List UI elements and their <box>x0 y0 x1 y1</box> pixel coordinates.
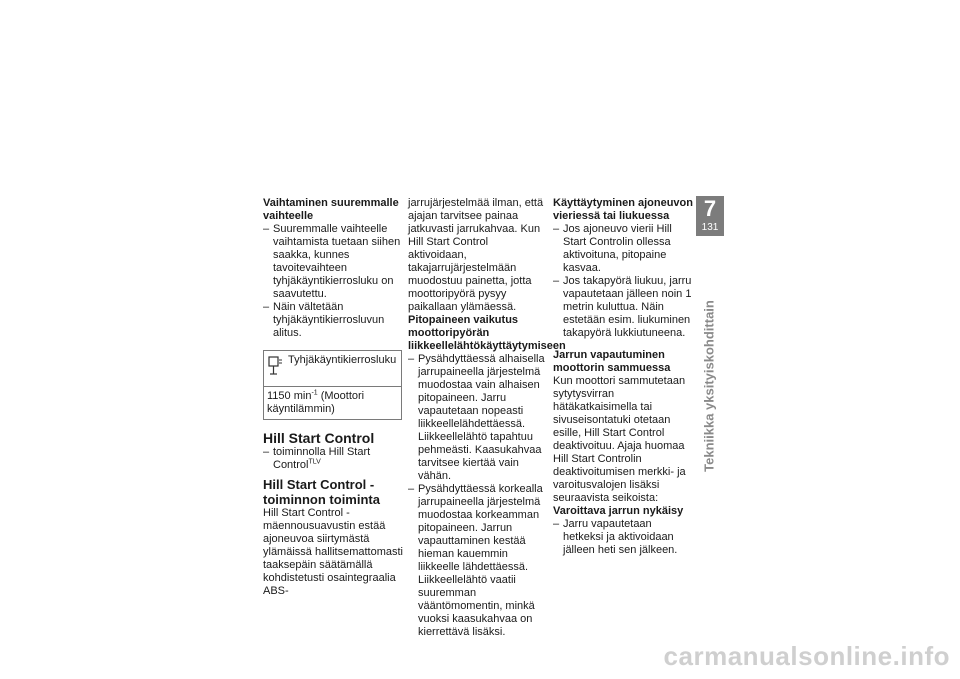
heading-upshift: Vaihtaminen suuremmalle vaihteelle <box>263 197 399 222</box>
column-2 <box>408 197 566 639</box>
list-item-text: toiminnolla Hill Start Control <box>273 446 371 471</box>
list-item: – Jos ajoneuvo vierii Hill Start Controlin ollessa aktivoituna, pitopaine kasvaa. <box>553 223 693 275</box>
spec-label: Tyhjäkäyntikierrosluku <box>288 354 397 366</box>
heading-hill-start-function: Hill Start Control -toiminnon toiminta <box>263 477 380 507</box>
watermark: carmanualsonline.info <box>663 641 950 671</box>
upshift-list <box>263 223 403 340</box>
spec-header <box>264 351 401 387</box>
list-item: – Pysähdyttäessä alhaisella jarrupaineella järjestelmä muodostaa vain alhaisen pitopaineen. Jarru vapautetaan nopeasti liikkeellelähdettäessä. Liikkeellelähtö tapahtuu pehmeästi. Kaasukahvaa tarvitsee kiertää vain vähän. <box>408 353 546 483</box>
list-item <box>263 446 403 472</box>
chapter-marker <box>696 196 724 236</box>
paragraph-hill-start: Hill Start Control -mäennousuavustin estää ajoneuvoa siirtymästä ylämäissä hallitsemattomasti taaksepäin säätämällä kohdistetusti osaintegraalia ABS- <box>263 507 403 597</box>
chapter-side-title: Tekniikka yksityiskohdittain <box>701 300 717 472</box>
holding-pressure-list <box>408 353 546 639</box>
heading-hill-start-control: Hill Start Control <box>263 430 375 446</box>
heading-holding-pressure: Pitopaineen vaikutus moottoripyörän liikkeellelähtökäyttäytymiseen <box>408 314 566 352</box>
spec-value <box>264 387 401 419</box>
paragraph-brake-system: jarrujärjestelmää ilman, että ajajan tarvitsee painaa jatkuvasti jarrukahvaa. Kun Hill Start Control aktivoidaan, takajarrujärjestelmään muodostuu painetta, jotta moottoripyörä pysyy paikallaan ylämäessä. <box>408 197 544 313</box>
list-item: – Pysähdyttäessä korkealla jarrupaineella järjestelmä muodostaa korkeamman pitopaineen. Jarrun vapauttaminen kestää hieman kauemmin liikkeelle lähdettäessä. Liikkeellelähtö vaatii suuremman vääntömomentin, minkä vuoksi kaasukahvaa on kierrettävä lisäksi. <box>408 483 546 639</box>
chapter-number: 7 <box>703 196 717 221</box>
column-3 <box>553 197 693 557</box>
heading-rolling-behaviour: Käyttäytyminen ajoneuvon vieriessä tai liukuessa <box>553 197 693 222</box>
spec-value-prefix: 1150 min <box>267 390 312 402</box>
list-item: – Suuremmalle vaihteelle vaihtamista tuetaan siihen saakka, kunnes tavoitevaihteen tyhjäkäyntikierrosluku on saavutettu. <box>263 223 403 301</box>
hill-start-list <box>263 446 403 472</box>
idle-speed-spec-box <box>263 350 402 420</box>
list-item: – Näin vältetään tyhjäkäyntikierrosluvun alitus. <box>263 301 403 340</box>
engine-speed-icon <box>266 354 284 378</box>
page-number: 131 <box>701 222 719 233</box>
warning-jerk-list <box>553 518 693 557</box>
list-item: – Jos takapyörä liukuu, jarru vapautetaan jälleen noin 1 metrin kuluttua. Näin estetään esim. liukuminen takapyörä lukkiutuneena. <box>553 275 693 340</box>
heading-brake-release: Jarrun vapautuminen moottorin sammuessa <box>553 349 671 374</box>
heading-warning-jerk: Varoittava jarrun nykäisy <box>553 505 684 517</box>
list-item: – Jarru vapautetaan hetkeksi ja aktivoidaan jälleen heti sen jälkeen. <box>553 518 693 557</box>
paragraph-brake-release: Kun moottori sammutetaan sytytysvirran hätäkatkaisimella tai sivuseisontatuki otetaan esille, Hill Start Control deaktivoituu. Ajaja huomaa Hill Start Controlin deaktivoitumisen merkki- ja varoitusvalojen lisäksi seuraavista seikoista: <box>553 375 686 504</box>
spec-value-exponent: -1 <box>311 389 318 397</box>
column-1 <box>263 197 403 598</box>
spec-value-suffix: (Moottori käyntilämmin) <box>267 390 365 415</box>
rolling-list <box>553 223 693 340</box>
list-item-superscript: TLV <box>308 458 321 466</box>
